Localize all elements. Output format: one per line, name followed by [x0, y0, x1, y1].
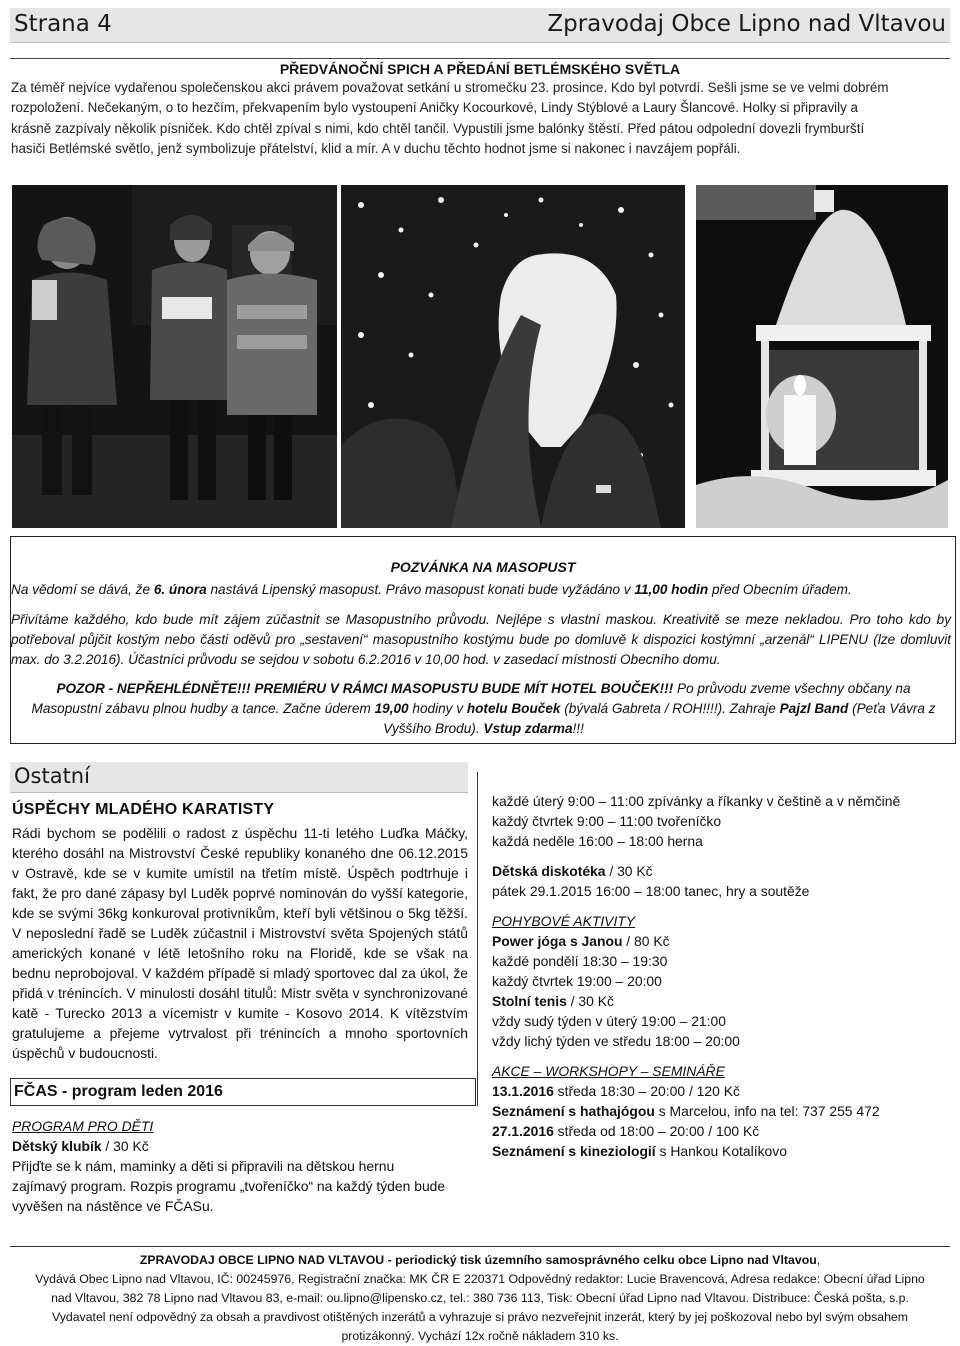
footer-line: nad Vltavou, 382 78 Lipno nad Vltavou 83, e-mail: ou.lipno@lipensko.cz, tel.: 380 736 113, Tisk: Obecní úřad Lipno nad Vltavou. Distribuce: Česká pošta, s.p.	[51, 1291, 909, 1305]
photo-sky-lantern	[341, 185, 685, 528]
footer-line: Vydává Obec Lipno nad Vltavou, IČ: 00245976, Registrační značka: MK ČR E 220371 Odpovědný redaktor: Lucie Bravencová, Adresa redakce: Obecní úřad Lipno	[35, 1272, 925, 1286]
joga-line: každé pondělí 18:30 – 19:30	[492, 953, 668, 969]
time-highlight: 11,00 hodin	[634, 582, 709, 597]
footer-line: protizákonný. Vychází 12x ročně nákladem 310 ks.	[341, 1329, 619, 1343]
program-label: PROGRAM PRO DĚTI	[12, 1118, 154, 1134]
akce-info: s Hankou Kotalíkovo	[655, 1143, 787, 1159]
date-highlight: 6. února	[153, 582, 207, 597]
klubik-line: zajímavý program. Rozpis programu „tvořeníčko“ na každý týden bude	[12, 1178, 446, 1194]
column-divider	[477, 772, 478, 1106]
text-run: (bývalá Gabreta / ROH!!!!). Zahraje	[560, 701, 780, 716]
disko-line: pátek 29.1.2015 16:00 – 18:00 tanec, hry a soutěže	[492, 883, 810, 899]
section-header-ostatni	[10, 762, 468, 793]
spich-article	[11, 78, 953, 160]
schedule-line: každá neděle 16:00 – 18:00 herna	[492, 833, 703, 849]
spich-line: hasiči Betlémské světlo, jenž symbolizuje přátelství, klid a mír. A v duchu těchto hodnot jsme si nakonec i navzájem popřáli.	[11, 141, 741, 157]
tenis-name: Stolní tenis	[492, 993, 567, 1009]
karate-text: Rádi bychom se podělili o radost z úspěchu 11-ti letého Luďka Máčky, kterého dosáhl na Mistrovství České republiky konaného dne 06.12.2015 v Ostravě, kde se v kumite umístil na třetím místě. Úspěch podtrhuje i fakt, že pro dané zápasy byl Luděk poprvé nominován do vyšší kategorie, kde se svými 36kg konkuroval protivníkům, kteří byli většinou o 5kg těžší. V neposlední řadě se Luděk zúčastnil i Mistrovství světa Spojených států amerických konané v létě letošního roku na Floridě, kde se však na bednu neprobojoval. V každém případě si mladý sportovec dal za úkol, že přidá v trénincích. V minulosti dosáhl titulů: Mistr světa v synchronizované katě - Turecko 2013 a vícemistr v kumite - Kosovo 2014. K vítězstvím gratulujeme a přejeme vytrvalost při trénincích a mnoho sportovních úspěchů v budoucnosti.	[12, 825, 468, 1061]
announcement-bold: POZOR - NEPŘEHLÉDNĚTE!!! PREMIÉRU V RÁMCI MASOPUSTU BUDE MÍT HOTEL BOUČEK!!!	[56, 681, 674, 696]
disko-name: Dětská diskotéka	[492, 863, 606, 879]
fcas-title: FČAS - program leden 2016	[14, 1083, 223, 1100]
masopust-invitation-box	[10, 536, 956, 744]
masopust-paragraph-3	[31, 679, 936, 739]
akce-line	[492, 1121, 952, 1141]
footer-line: Vydavatel není odpovědný za obsah a pravdivost otištěných inzerátů a vyhrazuje si právo nezveřejnit inzerát, který by jej poškozoval nebo byl svým obsahem	[51, 1310, 908, 1324]
akce-detail: středa od 18:00 – 20:00 / 100 Kč	[553, 1123, 760, 1139]
newsletter-title: Zpravodaj Obce Lipno nad Vltavou	[547, 11, 946, 37]
photo-singing-girls	[12, 185, 337, 528]
band-name: Pajzl Band	[779, 701, 849, 716]
joga-line: každý čtvrtek 19:00 – 20:00	[492, 973, 662, 989]
fcas-heading-box	[10, 1078, 476, 1106]
akce-line	[492, 1081, 952, 1101]
text-run: hodiny v	[408, 701, 467, 716]
fcas-right-column	[492, 791, 952, 1161]
footer-divider	[10, 1246, 950, 1247]
text-run: !!!	[572, 721, 584, 736]
tenis-heading	[492, 991, 952, 1011]
hotel-name: hotelu Bouček	[466, 701, 561, 716]
masopust-paragraph-1	[11, 580, 852, 600]
text-run: před Obecním úřadem.	[708, 582, 852, 597]
photo-bethlehem-lantern	[696, 185, 948, 528]
akce-name: Seznámení s kineziologií	[492, 1143, 656, 1159]
disko-price: / 30 Kč	[605, 863, 653, 879]
joga-price: / 80 Kč	[622, 933, 670, 949]
schedule-line: každé úterý 9:00 – 11:00 zpívánky a říkanky v češtině a v němčině	[492, 793, 901, 809]
karate-title: ÚSPĚCHY MLADÉHO KARATISTY	[12, 801, 275, 818]
text-run: Po průvodu zveme všechny občany na Masopustní zábavu plnou hudby a tance. Začne úderem	[31, 681, 911, 716]
akce-line	[492, 1101, 952, 1121]
klubik-line: Přijďte se k nám, maminky a děti si připravili na dětskou hernu	[12, 1158, 395, 1174]
text-run: Na vědomí se dává, že	[11, 582, 154, 597]
free-entry: Vstup zdarma	[483, 721, 573, 736]
text-run: nastává Lipenský masopust. Právo masopust konati bude vyžádáno v	[206, 582, 635, 597]
tenis-line: vždy lichý týden ve středu 18:00 – 20:00	[492, 1033, 740, 1049]
akce-label: AKCE – WORKSHOPY – SEMINÁŘE	[492, 1063, 725, 1079]
divider	[10, 58, 950, 59]
klubik-heading	[12, 1136, 468, 1156]
pohyb-label: POHYBOVÉ AKTIVITY	[492, 913, 636, 929]
akce-date: 13.1.2016	[492, 1083, 554, 1099]
karate-article	[12, 800, 468, 1063]
akce-detail: středa 18:30 – 20:00 / 120 Kč	[553, 1083, 740, 1099]
masopust-title: POZVÁNKA NA MASOPUST	[390, 559, 576, 575]
footer-title: ZPRAVODAJ OBCE LIPNO NAD VLTAVOU	[139, 1253, 385, 1267]
section-title: Ostatní	[14, 764, 90, 788]
tenis-price: / 30 Kč	[566, 993, 614, 1009]
klubik-name: Dětský klubík	[12, 1138, 102, 1154]
footer-line	[8, 1251, 952, 1270]
page-header	[10, 8, 950, 43]
time-highlight: 19,00	[374, 701, 409, 716]
spich-line: rozpoložení. Nečekaným, o to hezčím, překvapením bylo vystoupení Aničky Kocourkové, Lindy Stýblové a Laury Šlancové. Holky si připravily a	[11, 100, 858, 116]
masopust-paragraph-2: Přivítáme každého, kdo bude mít zájem zúčastnit se Masopustního průvodu. Nejlépe s vlastní maskou. Kreativitě se meze nekladou. Pro toho kdo by potřeboval půjčit kostým nebo části oděvů pro „sestavení“ masopustního kostýmu bude po domluvě k dispozici kostýmní „arzenál“ LIPENU (lze domluvit max. do 3.2.2016). Účastníci průvodu se sejdou v sobotu 6.2.2016 v 10,00 hod. v zasedací místnosti Obecního domu.	[11, 612, 951, 667]
akce-date: 27.1.2016	[492, 1123, 554, 1139]
spich-line: krásně zazpívaly několik písniček. Kdo chtěl zpíval s nimi, kdo chtěl tančil. Vypustili jsme balónky štěstí. Před pátou odpolední dovezli frymburští	[11, 120, 865, 136]
schedule-line: každý čtvrtek 9:00 – 11:00 tvořeníčko	[492, 813, 722, 829]
disko-heading	[492, 861, 952, 881]
footer-subtitle: - periodický tisk územního samosprávného celku obce Lipno nad Vltavou	[384, 1253, 817, 1267]
fcas-left-column	[12, 1116, 468, 1216]
page-number: Strana 4	[14, 11, 112, 37]
joga-heading	[492, 931, 952, 951]
text-run: ,	[816, 1253, 821, 1267]
spich-title: PŘEDVÁNOČNÍ SPICH A PŘEDÁNÍ BETLÉMSKÉHO SVĚTLA	[279, 61, 681, 77]
spich-line: Za téměř nejvíce vydařenou společenskou akci právem považovat setkání u stromečku 23. prosince. Kdo byl potvrdí. Sešli jsme se ve velmi dobrém	[11, 80, 889, 95]
page-footer	[8, 1251, 952, 1346]
text-run: (Peťa Vávra z Vyššího Brodu).	[383, 701, 936, 736]
akce-info: s Marcelou, info na tel: 737 255 472	[654, 1103, 880, 1119]
akce-line	[492, 1141, 952, 1161]
tenis-line: vždy sudý týden v úterý 19:00 – 21:00	[492, 1013, 726, 1029]
klubik-price: / 30 Kč	[101, 1138, 149, 1154]
akce-name: Seznámení s hathajógou	[492, 1103, 655, 1119]
klubik-line: vyvěšen na nástěnce ve FČASu.	[12, 1198, 214, 1214]
joga-name: Power jóga s Janou	[492, 933, 623, 949]
